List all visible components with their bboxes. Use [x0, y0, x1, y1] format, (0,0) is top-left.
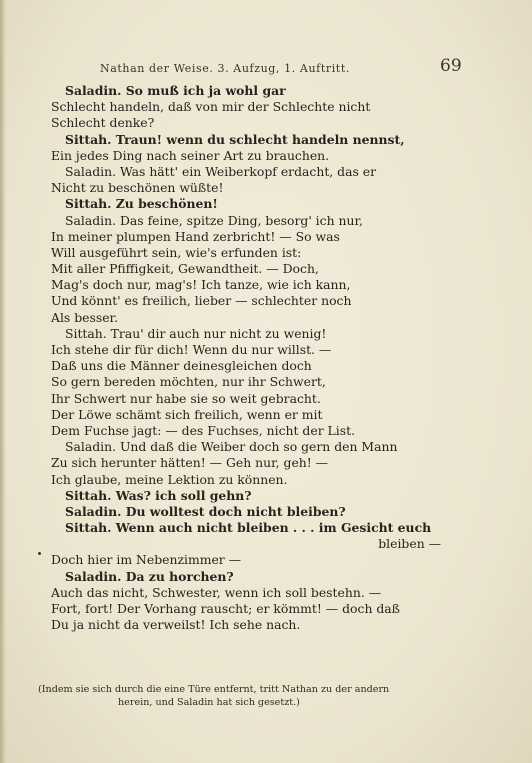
text-line: Daß uns die Männer deinesgleichen doch	[51, 358, 312, 374]
stage-direction-line: herein, und Saladin hat sich gesetzt.)	[118, 697, 300, 708]
text-line: Sittah. Wenn auch nicht bleiben . . . im Gesicht euch	[65, 520, 432, 536]
text-line: Ein jedes Ding nach seiner Art zu brauchen.	[51, 147, 330, 163]
text-line: Doch hier im Nebenzimmer —	[51, 552, 242, 568]
text-line: Du ja nicht da verweilst! Ich sehe nach.	[51, 617, 301, 633]
margin-mark	[38, 552, 41, 555]
text-line: Mag's doch nur, mag's! Ich tanze, wie ich kann,	[51, 277, 351, 293]
text-line: In meiner plumpen Hand zerbricht! — So was	[51, 228, 340, 244]
text-line: Saladin. Da zu horchen?	[65, 568, 234, 584]
text-line: Als besser.	[51, 309, 119, 325]
text-line: Zu sich herunter hätten! — Geh nur, geh! —	[51, 455, 329, 471]
text-line: Saladin. Und daß die Weiber doch so gern den Mann	[65, 439, 398, 455]
running-title: Nathan der Weise. 3. Aufzug, 1. Auftritt.	[100, 62, 350, 75]
text-line: Dem Fuchse jagt: — des Fuchses, nicht der List.	[51, 422, 356, 438]
text-line: Der Löwe schämt sich freilich, wenn er mit	[51, 406, 323, 422]
stage-direction-line: (Indem sie sich durch die eine Türe entfernt, tritt Nathan zu der andern	[38, 684, 390, 695]
text-line: Saladin. So muß ich ja wohl gar	[65, 83, 286, 98]
text-line: Sittah. Was? ich soll gehn?	[65, 487, 252, 503]
text-line: Schlecht handeln, daß von mir der Schlechte nicht	[51, 99, 371, 115]
text-line: Saladin. Was hätt' ein Weiberkopf erdacht, das er	[65, 163, 377, 179]
text-line: Schlecht denke?	[51, 115, 155, 131]
text-line: Sittah. Zu beschönen!	[65, 196, 218, 212]
text-line: Auch das nicht, Schwester, wenn ich soll bestehn. —	[51, 584, 382, 600]
text-line: Saladin. Das feine, spitze Ding, besorg' ich nur,	[65, 212, 363, 228]
text-line: Nicht zu beschönen wüßte!	[51, 180, 224, 196]
text-line: Ihr Schwert nur habe sie so weit gebracht.	[51, 390, 321, 406]
text-line: Sittah. Trau' dir auch nur nicht zu wenig!	[65, 325, 327, 341]
text-line: Fort, fort! Der Vorhang rauscht; er kömmt! — doch daß	[51, 601, 400, 616]
page-gutter-shadow	[0, 0, 6, 763]
text-line: Saladin. Du wolltest doch nicht bleiben?	[65, 503, 346, 519]
dialogue-text-block	[51, 83, 471, 633]
text-line: So gern bereden möchten, nur ihr Schwert,	[51, 374, 326, 390]
stage-direction	[38, 683, 468, 709]
text-line: Ich glaube, meine Lektion zu können.	[51, 471, 288, 487]
text-line: Ich stehe dir für dich! Wenn du nur willst. —	[51, 342, 332, 357]
text-line: bleiben —	[378, 536, 441, 552]
text-line: Und könnt' es freilich, lieber — schlechter noch	[51, 293, 352, 309]
page-number: 69	[440, 56, 462, 76]
text-line: Sittah. Traun! wenn du schlecht handeln nennst,	[65, 131, 405, 147]
text-line: Mit aller Pfiffigkeit, Gewandtheit. — Doch,	[51, 261, 319, 277]
text-line: Will ausgeführt sein, wie's erfunden ist:	[51, 244, 302, 260]
